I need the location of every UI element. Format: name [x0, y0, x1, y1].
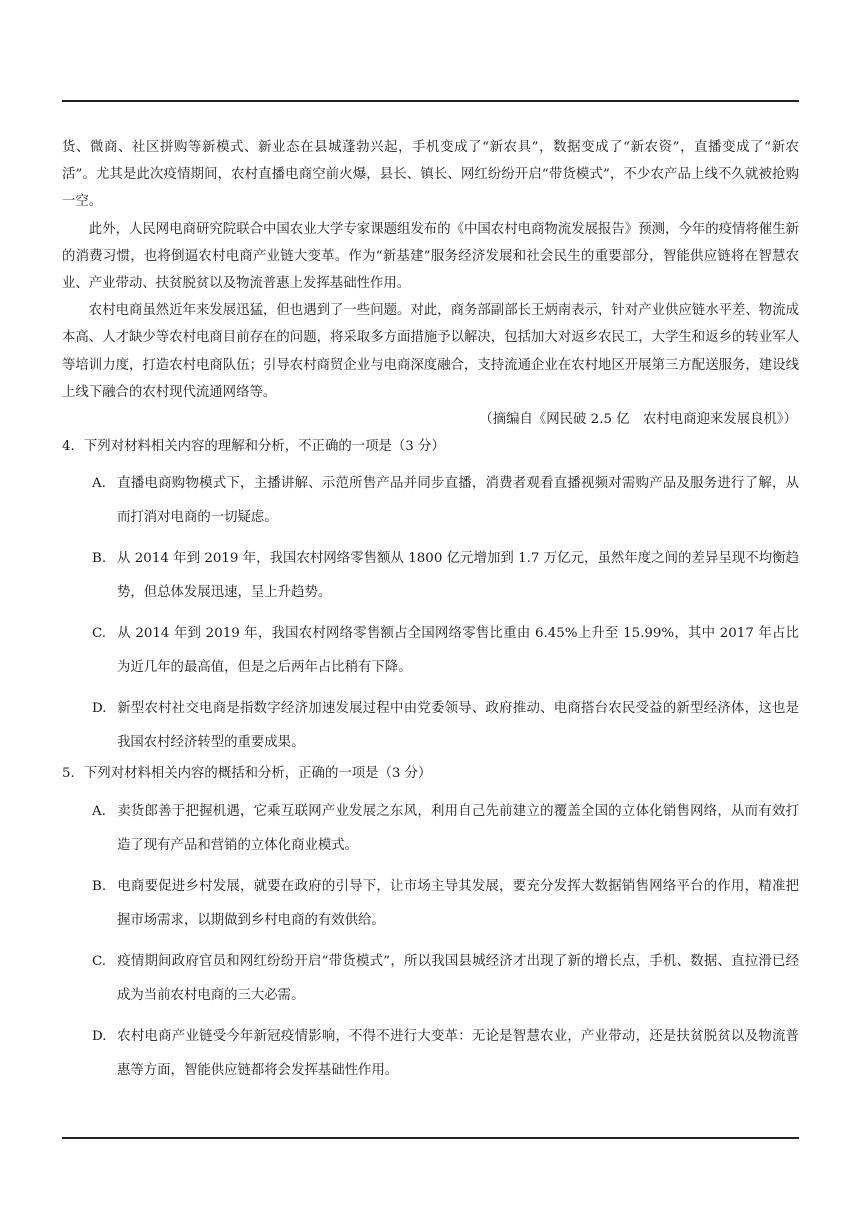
option-letter: D.: [92, 1028, 107, 1044]
option-c: [62, 617, 799, 685]
option-text: 新型农村社交电商是指数字经济加速发展过程中由党委领导、政府推动、电商搭台农民受益的新型经济体，这也是我国农村经济转型的重要成果。: [117, 701, 799, 751]
passage-paragraph-3: 农村电商虽然近年来发展迅猛，但也遇到了一些问题。对此，商务部副部长王炳南表示，针对产业供应链水平差、物流成本高、人才缺少等农村电商目前存在的问题，将采取多方面措施予以解决，包括加大对返乡农民工，大学生和返乡的转业军人等培训力度，打造农村电商队伍；引导农村商贸企业与电商深度融合，支持流通企业在农村地区开展第三方配送服务，建设线上线下融合的农村现代流通网络等。: [62, 303, 799, 400]
option-text: 农村电商产业链受今年新冠疫情影响，不得不进行大变革：无论是智慧农业，产业带动，还是扶贫脱贫以及物流普惠等方面，智能供应链都将会发挥基础性作用。: [117, 1028, 799, 1078]
option-a: [62, 467, 799, 535]
question-stem: 4．下列对材料相关内容的理解和分析，不正确的一项是（3 分）: [62, 439, 445, 455]
option-text: 直播电商购物模式下，主播讲解、示范所售产品并同步直播，消费者观看直播视频对需购产品及服务进行了解，从而打消对电商的一切疑虑。: [117, 476, 799, 526]
option-letter: C.: [92, 953, 107, 969]
option-c: [62, 945, 799, 1013]
question-5: [62, 760, 799, 1087]
option-letter: A.: [92, 803, 106, 819]
option-text: 电商要促进乡村发展，就要在政府的引导下，让市场主导其发展，要充分发挥大数据销售网络平台的作用，精准把握市场需求，以期做到乡村电商的有效供给。: [117, 878, 799, 928]
question-4: [62, 433, 799, 760]
option-a: [62, 795, 799, 863]
header-rule: [62, 100, 799, 102]
option-text: 从 2014 年到 2019 年，我国农村网络零售额从 1800 亿元增加到 1.7 万亿元，虽然年度之间的差异呈现不均衡趋势，但总体发展迅速，呈上升趋势。: [117, 551, 799, 601]
option-letter: B.: [92, 878, 107, 894]
option-d: [62, 692, 799, 760]
option-text: 从 2014 年到 2019 年，我国农村网络零售额占全国网络零售比重由 6.45%上升至 15.99%，其中 2017 年占比为近几年的最高值，但是之后两年占比稍有下降。: [117, 626, 799, 676]
option-letter: D.: [92, 701, 107, 717]
option-b: [62, 542, 799, 610]
option-letter: A.: [92, 476, 106, 492]
passage-paragraph-2: 此外，人民网电商研究院联合中国农业大学专家课题组发布的《中国农村电商物流发展报告》预测，今年的疫情将催生新的消费习惯，也将倒逼农村电商产业链大变革。作为“新基建”服务经济发展和社会民生的重要部分，智能供应链将在智慧农业、产业带动、扶贫脱贫以及物流普惠上发挥基础性作用。: [62, 221, 799, 292]
passage-source: （摘编自《网民破 2.5 亿 农村电商迎来发展良机》）: [479, 412, 797, 428]
option-letter: C.: [92, 626, 107, 642]
option-b: [62, 870, 799, 938]
question-stem: 5．下列对材料相关内容的概括和分析，正确的一项是（3 分）: [62, 766, 432, 782]
passage-paragraph-1: 货、微商、社区拼购等新模式、新业态在县城蓬勃兴起，手机变成了“新农具”，数据变成了“新农资”，直播变成了“新农活”。尤其是此次疫情期间，农村直播电商空前火爆，县长、镇长、网红纷纷开启“带货模式”，不少农产品上线不久就被抢购一空。: [62, 140, 799, 210]
option-letter: B.: [92, 551, 107, 567]
footer-rule: [62, 1137, 799, 1139]
option-text: 卖货郎善于把握机遇，它乘互联网产业发展之东风，利用自己先前建立的覆盖全国的立体化销售网络，从而有效打造了现有产品和营销的立体化商业模式。: [117, 803, 799, 853]
option-d: [62, 1020, 799, 1088]
document-body: [62, 134, 799, 1088]
option-text: 疫情期间政府官员和网红纷纷开启“带货模式”，所以我国县城经济才出现了新的增长点，手机、数据、直拉滑已经成为当前农村电商的三大必需。: [117, 953, 799, 1003]
